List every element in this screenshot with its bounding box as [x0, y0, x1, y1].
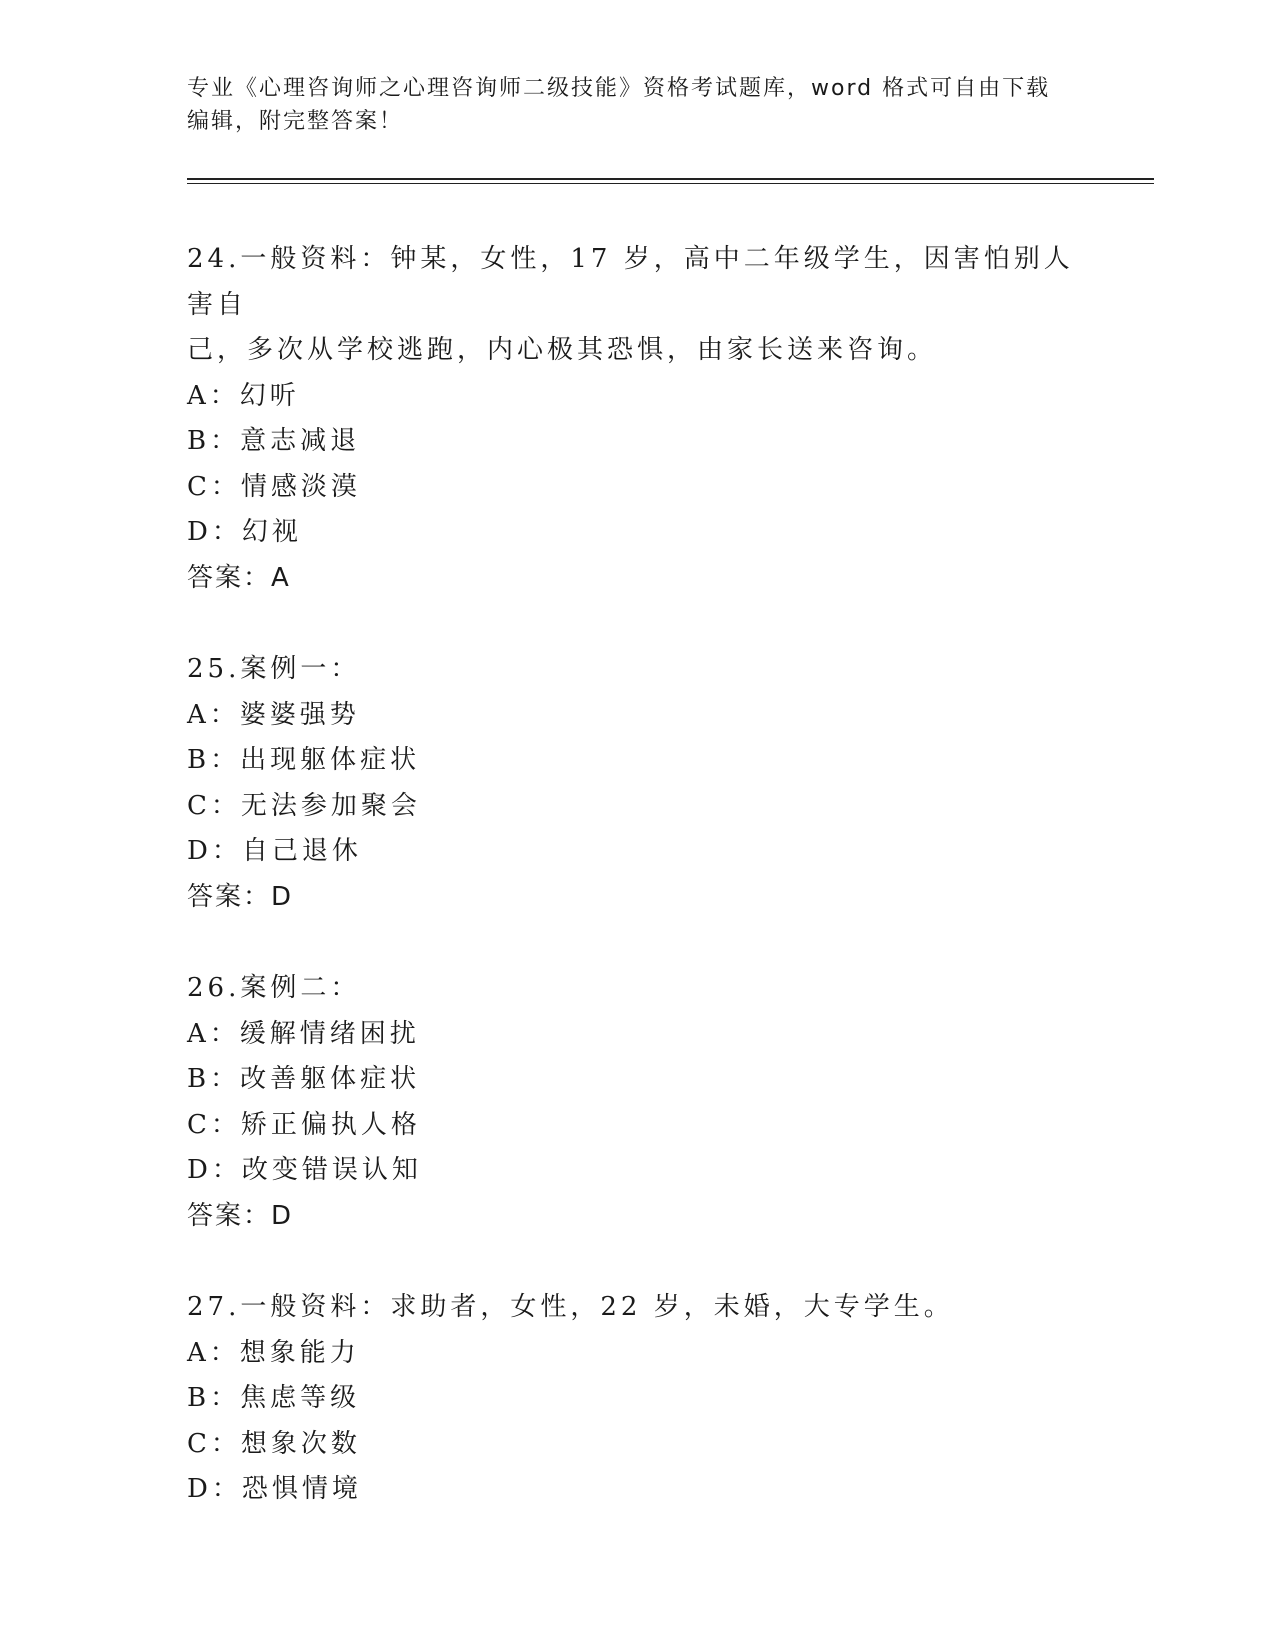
question-27 — [187, 1285, 1087, 1513]
question-stem-continued: 己，多次从学校逃跑，内心极其恐惧，由家长送来咨询。 — [187, 335, 938, 365]
question-stem: 26.案例二： — [187, 973, 361, 1003]
question-stem: 25.案例一： — [187, 654, 361, 684]
option-d: D：幻视 — [187, 517, 302, 547]
answer: 答案：A — [187, 562, 291, 593]
header-divider-top — [187, 178, 1154, 180]
option-b: B：出现躯体症状 — [187, 745, 421, 775]
option-c: C：情感淡漠 — [187, 471, 361, 502]
header-line-2: 编辑，附完整答案！ — [187, 109, 404, 134]
option-c: C：想象次数 — [187, 1428, 361, 1459]
question-stem: 27.一般资料：求助者，女性，22 岁，未婚，大专学生。 — [187, 1292, 954, 1322]
option-d: D：改变错误认知 — [187, 1155, 422, 1185]
option-a: A：婆婆强势 — [187, 699, 360, 730]
option-b: B：意志减退 — [187, 426, 361, 456]
header-line-1: 专业《心理咨询师之心理咨询师二级技能》资格考试题库，word 格式可自由下载 — [187, 76, 1051, 101]
question-24 — [187, 237, 1087, 601]
header-divider-bottom — [187, 183, 1154, 184]
question-26 — [187, 966, 1087, 1239]
option-b: B：焦虑等级 — [187, 1383, 361, 1413]
question-25 — [187, 647, 1087, 920]
question-list — [187, 237, 1087, 1559]
option-a: A：缓解情绪困扰 — [187, 1018, 420, 1049]
option-b: B：改善躯体症状 — [187, 1064, 421, 1094]
option-a: A：幻听 — [187, 380, 300, 411]
option-c: C：无法参加聚会 — [187, 790, 421, 821]
option-a: A：想象能力 — [187, 1337, 360, 1368]
answer: 答案：D — [187, 1200, 294, 1231]
option-c: C：矫正偏执人格 — [187, 1109, 421, 1140]
question-stem: 24.一般资料：钟某，女性，17 岁，高中二年级学生，因害怕别人害自 — [187, 244, 1074, 320]
document-header — [187, 72, 1087, 138]
option-d: D：恐惧情境 — [187, 1474, 362, 1504]
option-d: D：自己退休 — [187, 836, 362, 866]
answer: 答案：D — [187, 881, 294, 912]
